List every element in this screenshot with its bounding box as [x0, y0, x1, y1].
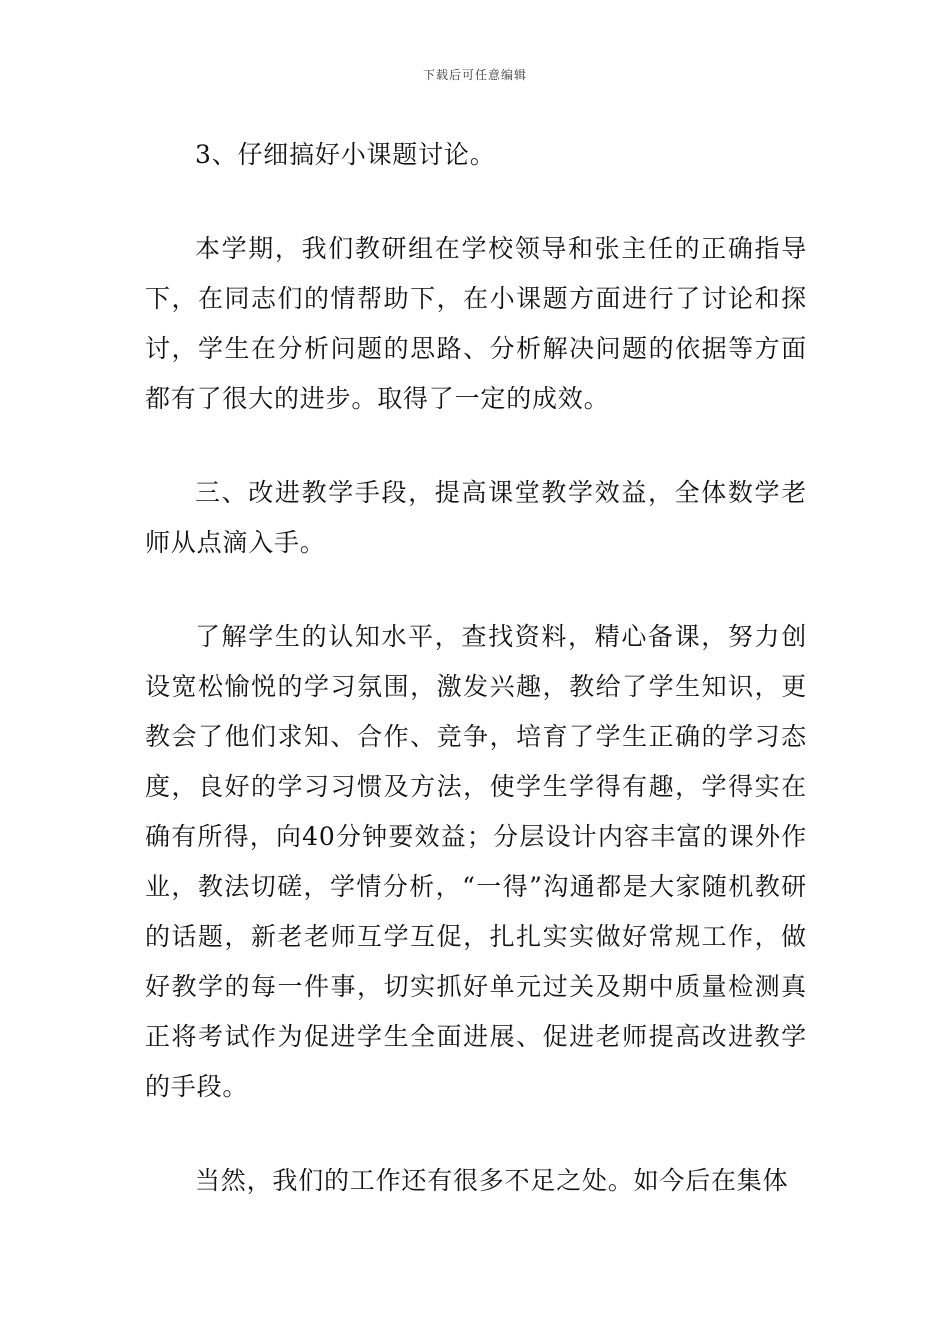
paragraph-gap: [145, 568, 807, 612]
paragraph-shortcomings: 当然，我们的工作还有很多不足之处。如今后在集体: [195, 1166, 789, 1195]
paragraph-section-three: 三、改进教学手段，提高课堂教学效益，全体数学老师从点滴入手。: [145, 478, 807, 557]
header-note: 下载后可任意编辑: [422, 68, 527, 82]
paragraph-teaching-methods: 了解学生的认知水平，查找资料，精心备课，努力创设宽松愉悦的学习氛围，激发兴趣，教给了学生知识，更教会了他们求知、合作、竞争，培育了学生正确的学习态度，良好的学习习惯及方法，使学生学得有趣，学得实在确有所得，向40分钟要效益；分层设计内容丰富的课外作业，教法切磋，学情分析，“一得”沟通都是大家随机教研的话题，新老老师互学互促，扎扎实实做好常规工作，做好教学的每一件事，切实抓好单元过关及期中质量检测真正将考试作为促进学生全面进展、促进老师提高改进教学的手段。: [145, 622, 807, 1101]
paragraph-semester-summary: 本学期，我们教研组在学校领导和张主任的正确指导下，在同志们的情帮助下，在小课题方面进行了讨论和探讨，学生在分析问题的思路、分析解决问题的依据等方面都有了很大的进步。取得了一定的成效。: [145, 234, 807, 413]
paragraph-gap: [145, 180, 807, 224]
paragraph-gap: [145, 1112, 807, 1156]
document-body: [145, 130, 807, 1206]
paragraph-gap: [145, 424, 807, 468]
paragraph-item-3: 3、仔细搞好小课题讨论。: [195, 140, 496, 169]
